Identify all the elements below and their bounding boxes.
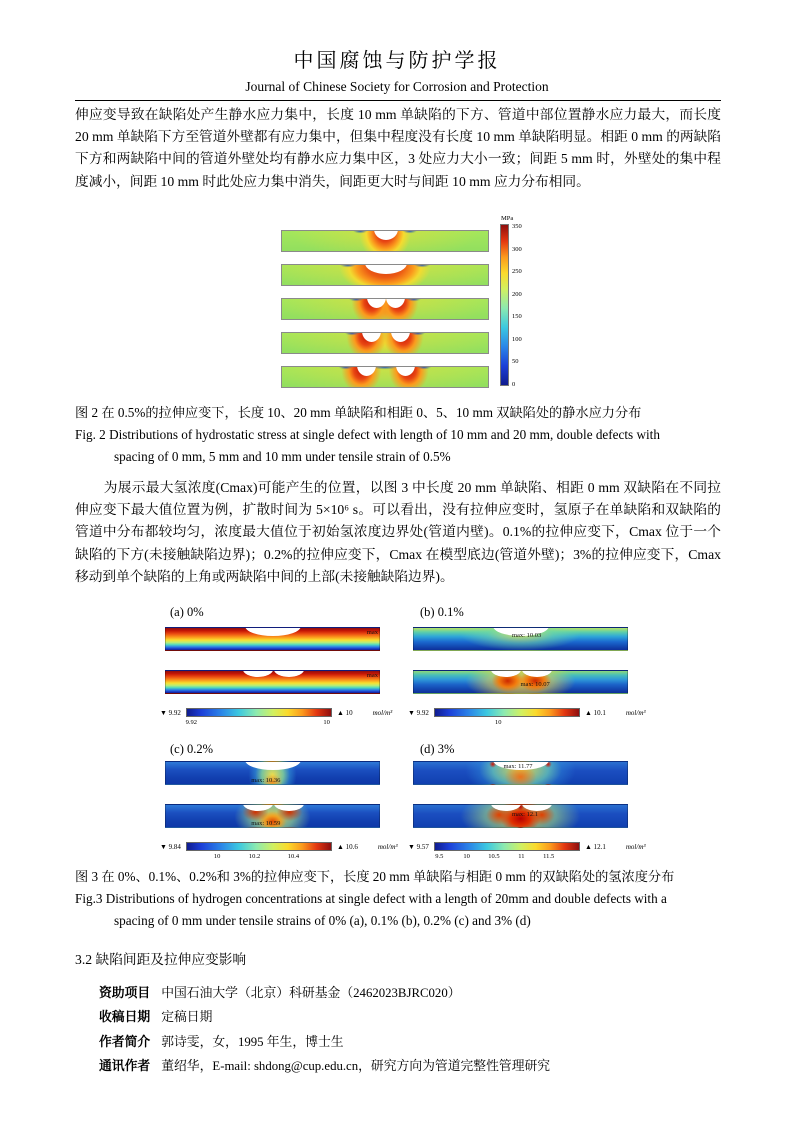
fig2-colorbar: [500, 215, 560, 388]
colorbar-tick: 9.5: [435, 853, 444, 860]
footnote-dates: [99, 1005, 699, 1029]
defect-notch: [274, 804, 304, 811]
fig2-caption: [75, 402, 721, 467]
fig3-caption-zh: 图 3 在 0%、0.1%、0.2%和 3%的拉伸应变下，长度 20 mm 单缺陷与相距 0 mm 的双缺陷处的氢浓度分布: [75, 869, 675, 884]
colorbar-tick: 50: [512, 358, 519, 365]
colorbar-min-label: ▼ 9.57: [408, 842, 429, 851]
footnote-funding: [99, 981, 699, 1005]
subfig-c-strip-double: [165, 804, 380, 828]
colorbar-gradient: [186, 842, 332, 860]
fig2-colorbar-unit: MPa: [501, 215, 514, 222]
colorbar-unit: mol/m³: [377, 842, 398, 851]
colorbar-tick: 10: [463, 853, 470, 860]
colorbar-tick: 150: [512, 313, 522, 320]
defect-notch: [386, 298, 405, 308]
defect-notch: [243, 804, 273, 811]
subfig-c-label: (c) 0.2%: [170, 742, 214, 756]
fig2-strip-single-10mm: [281, 230, 489, 252]
colorbar-max-label: ▲ 10: [336, 708, 353, 717]
subfig-b-label: (b) 0.1%: [420, 605, 464, 619]
defect-notch: [491, 804, 521, 811]
defect-notch: [491, 670, 521, 677]
max-annotation: max: 12.1: [511, 811, 538, 818]
fig2-caption-zh: 图 2 在 0.5%的拉伸应变下，长度 10、20 mm 单缺陷和相距 0、5、10 mm 双缺陷处的静水应力分布: [75, 405, 642, 420]
defect-notch: [396, 366, 415, 376]
defect-notch: [243, 670, 273, 677]
colorbar-min-label: ▼ 9.92: [408, 708, 429, 717]
body-paragraph-2: 为展示最大氢浓度(Cmax)可能产生的位置，以图 3 中长度 20 mm 单缺陷、相距 0 mm 双缺陷在不同拉伸应变下最大值位置为例，扩散时间为 5×10⁶ s。可以看出，没有拉伸应变时，氢原子在单缺陷和双缺陷的管道中分布都较均匀，浓度最大值位于初始氢浓度边界处(管道内壁)。0.1%的拉伸应变下，Cmax 位于一个缺陷的下方(未接触缺陷边界)；0.2%的拉伸应变下，Cmax 在模型底边(管道外壁)；3%的拉伸应变下，Cmax 移动到单个缺陷的上角或两缺陷中间的上部(未接触缺陷边界)。: [75, 480, 721, 584]
subfig-a-strip-double: [165, 670, 380, 694]
colorbar-tick: 10.2: [248, 853, 261, 860]
figure-2: [281, 230, 489, 400]
defect-notch: [362, 332, 381, 342]
colorbar-max-label: ▲ 10.6: [336, 842, 358, 851]
defect-notch: [522, 670, 552, 677]
defect-notch: [357, 366, 376, 376]
fig3-caption: [75, 866, 721, 931]
fig2-strip-double-0mm: [281, 298, 489, 320]
max-annotation: max: 10.07: [520, 681, 550, 688]
colorbar-tick: 9.92: [185, 719, 197, 726]
fig3-caption-en-line2: spacing of 0 mm under tensile strains of 0% (a), 0.1% (b), 0.2% (c) and 3% (d): [114, 912, 531, 928]
journal-title-zh: 中国腐蚀与防护学报: [293, 50, 501, 72]
defect-notch: [522, 804, 552, 811]
colorbar-tick: 10.5: [488, 853, 500, 860]
subfig-d-strip-double: [413, 804, 628, 828]
colorbar-tick: 350: [512, 223, 522, 230]
subfig-a-strip-single: [165, 627, 380, 651]
fig2-caption-en-line2: spacing of 0 mm, 5 mm and 10 mm under tensile strain of 0.5%: [114, 448, 451, 464]
max-annotation: max: [366, 672, 378, 679]
fig2-strip-single-20mm: [281, 264, 489, 286]
defect-notch: [367, 298, 386, 308]
subfig-d-strip-single: [413, 761, 628, 785]
max-annotation: max: 11.77: [503, 763, 533, 770]
colorbar-min-label: ▼ 9.84: [160, 842, 181, 851]
max-annotation: max: 10.03: [511, 632, 542, 639]
subfig-c-strip-single: [165, 761, 380, 785]
colorbar-unit: mol/m³: [625, 708, 646, 717]
fig2-colorbar-ticks: [512, 224, 522, 388]
subfig-d-colorbar: [408, 842, 646, 860]
footnotes: [99, 981, 699, 1079]
subfig-a-colorbar: [160, 708, 393, 726]
subfig-b-colorbar: [408, 708, 646, 726]
footnote-text: 定稿日期: [161, 1010, 213, 1025]
footnote-label: 作者简介: [99, 1034, 151, 1049]
footnote-label: 收稿日期: [99, 1010, 151, 1025]
max-annotation: max: 10.36: [251, 777, 281, 784]
fig2-caption-en-line1: Fig. 2 Distributions of hydrostatic stress at single defect with length of 10 mm and 20 mm, double defects with: [75, 426, 660, 442]
subfig-c-colorbar: [160, 842, 398, 860]
section-heading: 3.2 缺陷间距及拉伸应变影响: [75, 952, 247, 967]
body-paragraph-1: 伸应变导致在缺陷处产生静水应力集中，长度 10 mm 单缺陷的下方、管道中部位置静水应力最大，而长度 20 mm 单缺陷下方至管道外壁都有应力集中，但集中程度没有长度 10 mm 单缺陷明显。相距 0 mm 的两缺陷下方和两缺陷中间的管道外壁处均有静水应力集中区，3 处应力大小一致；间距 5 mm 时，外壁处的集中程度减小，间距 10 mm 时此处应力集中消失，间距更大时与间距 10 mm 应力分布相同。: [75, 107, 721, 189]
fig2-strip-double-5mm: [281, 332, 489, 354]
footnote-corresponding-author: [99, 1054, 699, 1078]
colorbar-unit: mol/m³: [372, 708, 393, 717]
figure-3: [0, 600, 794, 868]
colorbar-tick: 300: [512, 245, 522, 253]
subfig-b-strip-single: [413, 627, 628, 651]
max-annotation: max: 10.59: [251, 820, 281, 827]
subfig-d-label: (d) 3%: [420, 742, 455, 756]
footnote-text: 郭诗雯，女，1995 年生，博士生: [161, 1034, 344, 1049]
journal-title-en: Journal of Chinese Society for Corrosion and Protection: [245, 79, 549, 94]
colorbar-gradient: [434, 842, 580, 860]
colorbar-tick: 200: [512, 290, 522, 298]
colorbar-gradient: [185, 708, 332, 726]
defect-notch: [365, 264, 407, 274]
footnote-label: 资助项目: [99, 986, 151, 1000]
colorbar-max-label: ▲ 10.1: [584, 708, 606, 717]
max-annotation: max: [366, 629, 378, 636]
colorbar-tick: 10: [323, 719, 330, 726]
colorbar-tick: 11.5: [543, 853, 555, 860]
colorbar-max-label: ▲ 12.1: [584, 842, 606, 851]
colorbar-tick: 250: [512, 268, 522, 275]
colorbar-tick: 10: [213, 853, 221, 860]
fig3-caption-en-line1: Fig.3 Distributions of hydrogen concentrations at single defect with a length of 20mm and double defects with a: [75, 890, 667, 906]
defect-notch: [374, 230, 398, 240]
defect-notch: [245, 761, 301, 770]
colorbar-tick: 10.4: [287, 853, 300, 860]
fig2-strip-double-10mm: [281, 366, 489, 388]
defect-notch: [391, 332, 410, 342]
colorbar-tick: 0: [512, 380, 516, 388]
colorbar-tick: 10: [495, 719, 502, 726]
subfig-a-label: (a) 0%: [170, 605, 204, 619]
footnote-label: 通讯作者: [99, 1059, 151, 1074]
colorbar-gradient: [500, 224, 509, 386]
header-rule: [75, 100, 721, 101]
footnote-text: 中国石油大学（北京）科研基金（2462023BJRC020）: [161, 986, 461, 1000]
colorbar-unit: mol/m³: [625, 842, 646, 851]
footnote-text: 董绍华，E-mail: shdong@cup.edu.cn，研究方向为管道完整性管理研究: [161, 1059, 551, 1074]
colorbar-tick: 11: [518, 853, 525, 860]
subfig-b-strip-double: [413, 670, 628, 694]
footnote-author-bio: [99, 1030, 699, 1054]
defect-notch: [274, 670, 304, 677]
colorbar-tick: 100: [512, 335, 522, 343]
defect-notch: [245, 627, 301, 636]
colorbar-gradient: [434, 708, 580, 726]
colorbar-min-label: ▼ 9.92: [160, 708, 181, 717]
